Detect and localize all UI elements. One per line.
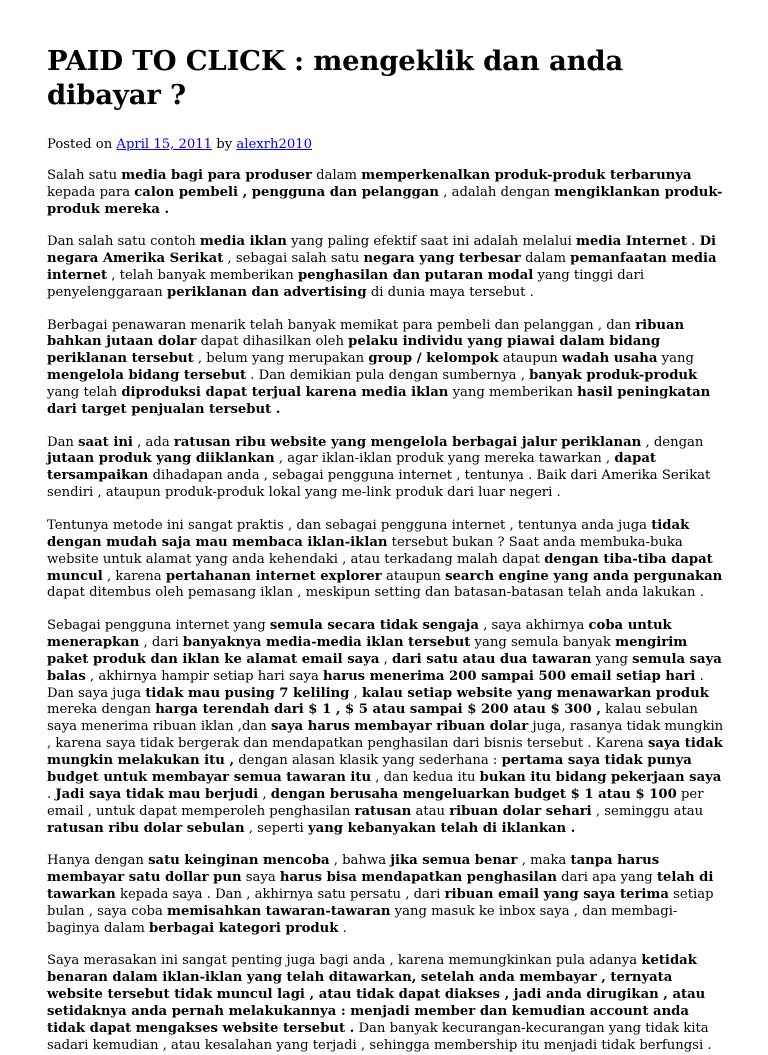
text: . Dan demikian pula dengan sumbernya , [246, 368, 530, 384]
bold-text: search engine yang anda pergunakan [445, 568, 723, 584]
text: , adalah dengan [439, 184, 555, 200]
post-meta [47, 136, 724, 153]
body-paragraph [47, 618, 724, 838]
bold-text: ribuan dolar sehari [449, 803, 592, 819]
text: per email , untuk dapat memperoleh penghasilan [47, 786, 704, 819]
post-date-link[interactable]: April 15, 2011 [116, 137, 213, 152]
bold-text: banyaknya media-media iklan tersebut [182, 634, 471, 650]
text: , belum yang merupakan [193, 351, 369, 367]
text: kepada para [47, 184, 135, 200]
text: Dan banyak kecurangan-kecurangan yang tidak kita sadari kemudian , atau kesalahan yang terjadi , sehingga membership itu menjadi tidak berfungsi . [47, 1021, 712, 1053]
text: Dan [47, 434, 79, 450]
text: , dengan [641, 434, 704, 450]
bold-text: tidak dengan mudah saja mau membaca iklan-iklan [47, 517, 690, 550]
text: yang [591, 651, 633, 667]
bold-text: tidak mau pusing 7 keliling [145, 685, 350, 701]
body-paragraph [47, 234, 724, 302]
bold-text: pelaku individu yang piawai dalam bidang periklanan tersebut [47, 334, 661, 367]
bold-text: ketidak benaran dalam iklan-iklan yang telah ditawarkan, setelah anda membayar , ternyata website tersebut tidak muncul lagi , atau tidak dapat diakses , jadi anda dirugikan , atau setidaknya anda pernah melakukannya : menjadi member dan kemudian account anda tidak dapat mengakses website tersebut . [47, 953, 706, 1037]
bold-text: ribuan email yang saya terima [444, 887, 669, 903]
text: dihadapan anda , sebagai pengguna internet , tentunya . Baik dari Amerika Serikat sendiri , ataupun produk-produk lokal yang me-link produk dari luar negeri . [47, 468, 711, 501]
text: mereka dengan [47, 702, 156, 718]
text: yang semula banyak [470, 634, 616, 650]
text: tersebut bukan ? Saat anda membuka-buka website untuk alamat yang anda kehendaki , atau terkadang malah dapat [47, 534, 683, 567]
bold-text: Jadi saya tidak mau berjudi [55, 786, 259, 802]
bold-text: tanpa harus membayar satu dollar pun [47, 853, 660, 886]
body-paragraph [47, 518, 724, 603]
text: yang tinggi dari penyelenggaraan [47, 268, 645, 301]
text: kepada saya . Dan , akhirnya satu persatu , dari [115, 887, 445, 903]
bold-text: media bagi para produser [121, 168, 312, 183]
body-paragraph [47, 168, 724, 219]
bold-text: mengiklankan produk-produk mereka . [47, 184, 723, 217]
bold-text: pertama saya tidak punya budget untuk membayar semua tawaran itu [47, 753, 692, 786]
bold-text: media Internet [576, 234, 687, 250]
body-paragraph [47, 435, 724, 503]
text: ataupun [381, 568, 446, 584]
author-link[interactable]: alexrh2010 [236, 137, 313, 152]
text: yang [657, 351, 694, 367]
text: , ada [132, 434, 174, 450]
bold-text: memisahkan tawaran-tawaran [167, 904, 391, 919]
bold-text: ratusan [354, 803, 412, 819]
post-title: PAID TO CLICK : mengeklik dan anda dibayar ? [47, 45, 624, 111]
bold-text: Di negara Amerika Serikat [47, 234, 717, 267]
text: dengan alasan klasik yang sederhana : [234, 753, 502, 769]
text: Sebagai pengguna internet yang [47, 617, 270, 633]
posted-on-label: Posted on [47, 137, 113, 152]
text: dapat ditembus oleh pemasang iklan , meskipun setting dan batasan-batasan telah anda lakukan . [47, 585, 704, 601]
text: atau [411, 803, 450, 819]
text: , bahwa [329, 853, 391, 869]
text: , maka [517, 853, 571, 869]
bold-text: berbagai kategori produk [149, 920, 339, 936]
text: Dan salah satu contoh [47, 234, 200, 250]
bold-text: periklanan dan advertising [166, 285, 367, 301]
text: , [349, 685, 362, 701]
text: yang paling efektif saat ini adalah melalui [286, 234, 577, 250]
text: yang memberikan [448, 385, 578, 401]
text: dapat dihasilkan oleh [196, 334, 349, 350]
text: saya [241, 870, 280, 886]
body-paragraph [47, 318, 724, 419]
bold-text: kalau setiap website yang menawarkan produk [361, 685, 709, 701]
bold-text: jika semua benar [390, 853, 518, 869]
text: . Dan saya juga [47, 668, 704, 701]
text: , dari [139, 634, 183, 650]
text: yang masuk ke inbox saya , dan membagi-baginya dalam [47, 904, 678, 936]
text: , seminggu atau [591, 803, 704, 819]
text: . [686, 234, 700, 250]
bold-text: dengan tiba-tiba dapat muncul [47, 551, 713, 584]
text: , [258, 786, 271, 802]
bold-text: coba untuk menerapkan [47, 617, 672, 650]
text: Saya merasakan ini sangat penting juga bagi anda , karena memungkinkan pula adanya [47, 953, 642, 969]
bold-text: semula saya balas [47, 651, 722, 684]
text: dalam [520, 251, 571, 267]
text: Salah satu [47, 168, 122, 183]
text: . [47, 786, 56, 802]
body-paragraph [47, 853, 724, 938]
bold-text: group / kelompok [368, 351, 499, 367]
text: Hanya dengan [47, 853, 149, 869]
bold-text: saya tidak mungkin melakukan itu , [47, 736, 723, 769]
bold-text: saya harus membayar ribuan dolar [270, 719, 529, 735]
bold-text: mengirim paket produk dan iklan ke alamat email saya [47, 634, 688, 667]
bold-text: pertahanan internet explorer [165, 568, 382, 584]
text: Tentunya metode ini sangat praktis , dan sebagai pengguna internet , tentunya anda juga [47, 517, 652, 533]
text: , karena [102, 568, 166, 584]
bold-text: diproduksi dapat terjual karena media iklan [121, 385, 449, 401]
body-paragraph [47, 953, 724, 1054]
text: kalau sebulan saya menerima ribuan iklan ,dan [47, 702, 698, 735]
bold-text: ratusan ribu dolar sebulan [47, 820, 245, 836]
text: di dunia maya tersebut . [366, 285, 534, 301]
text: dalam [311, 168, 362, 183]
text: , akhirnya hampir setiap hari saya [85, 668, 323, 684]
text: , agar iklan-iklan produk yang mereka tawarkan , [274, 451, 615, 467]
bold-text: ratusan ribu website yang mengelola berbagai jalur periklanan [173, 434, 642, 450]
bold-text: pemanfaatan media internet [47, 251, 717, 284]
bold-text: negara yang terbesar [363, 251, 521, 267]
bold-text: dengan berusaha mengeluarkan budget $ 1 atau $ 100 [270, 786, 677, 802]
text: , telah banyak memberikan [107, 268, 298, 284]
text: setiap bulan , saya coba [47, 887, 714, 919]
bold-text: bukan itu bidang pekerjaan saya [479, 770, 722, 786]
bold-text: wadah usaha [561, 351, 658, 367]
bold-text: jutaan produk yang diiklankan [47, 451, 275, 467]
by-label: by [216, 137, 233, 152]
bold-text: calon pembeli , pengguna dan pelanggan [134, 184, 440, 200]
bold-text: semula secara tidak sengaja [269, 617, 479, 633]
bold-text: saat ini [78, 434, 133, 450]
bold-text: penghasilan dan putaran modal [297, 268, 534, 284]
text: ataupun [498, 351, 562, 367]
bold-text: ribuan bahkan jutaan dolar [47, 317, 685, 350]
text: , saya akhirnya [478, 617, 589, 633]
text: , seperti [244, 820, 308, 836]
text: , dan kedua itu [371, 770, 480, 786]
bold-text: dari satu atau dua tawaran [391, 651, 592, 667]
bold-text: harga terendah dari $ 1 , $ 5 atau sampai $ 200 atau $ 300 , [155, 702, 601, 718]
bold-text: harus bisa mendapatkan penghasilan [279, 870, 557, 886]
bold-text: yang kebanyakan telah di iklankan . [307, 820, 576, 836]
bold-text: memperkenalkan produk-produk terbarunya [361, 168, 692, 183]
bold-text: satu keinginan mencoba [148, 853, 330, 869]
text: dari apa yang [556, 870, 657, 886]
post-body [47, 168, 724, 1055]
bold-text: dapat tersampaikan [47, 451, 656, 484]
bold-text: media iklan [199, 234, 287, 250]
text: Berbagai penawaran menarik telah banyak memikat para pembeli dan pelanggan , dan [47, 317, 636, 333]
text: , [379, 651, 392, 667]
bold-text: banyak produk-produk [529, 368, 698, 384]
bold-text: harus menerima 200 sampai 500 email setiap hari [323, 668, 696, 684]
bold-text: telah di tawarkan [47, 870, 714, 903]
bold-text: hasil peningkatan dari target penjualan tersebut . [47, 385, 711, 418]
text: . [338, 920, 347, 936]
bold-text: mengelola bidang tersebut [47, 368, 247, 384]
text: yang telah [47, 385, 122, 401]
text: juga, rasanya tidak mungkin , karena saya tidak bergerak dan mendapatkan penghasilan dari bisnis tersebut . Karena [47, 719, 724, 752]
text: , sebagai salah satu [223, 251, 364, 267]
